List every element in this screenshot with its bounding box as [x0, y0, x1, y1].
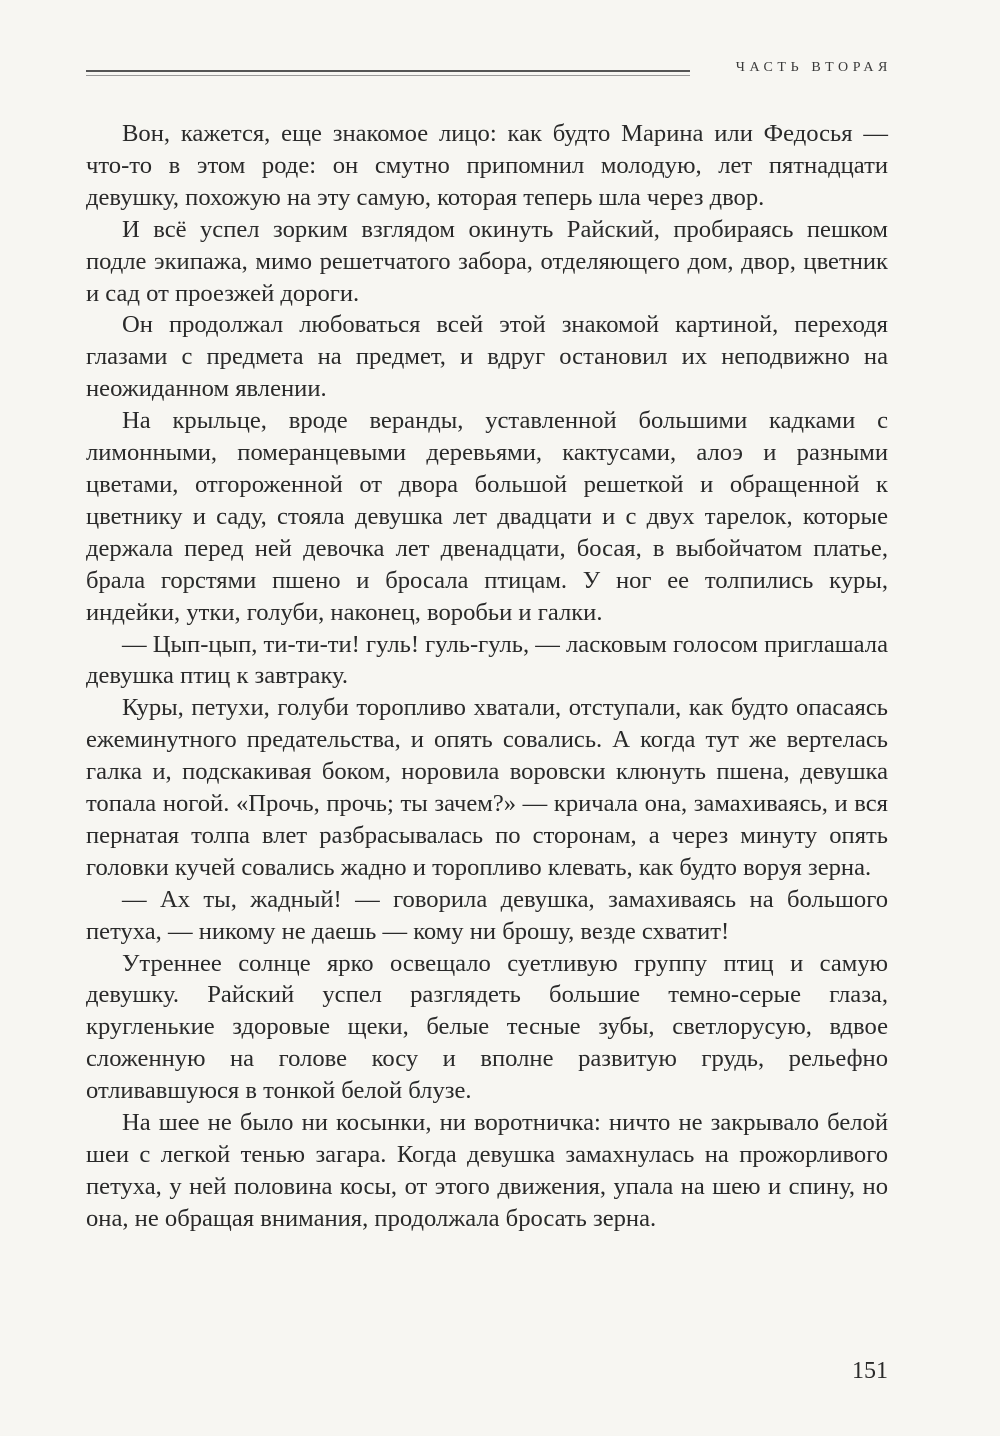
- paragraph-4: На крыльце, вроде веранды, уставленной большими кадками с лимонными, померанцевыми деревьями, кактусами, алоэ и разными цветами, отгороженной от двора большой решеткой и обращенной к цветнику и саду, стояла девушка лет двадцати и с двух тарелок, которые держала перед ней девочка лет двенадцати, босая, в выбойчатом платье, брала горстями пшено и бросала птицам. У ног ее толпились куры, индейки, утки, голуби, наконец, воробьи и галки.: [86, 407, 888, 626]
- body-text: [86, 118, 888, 1235]
- header-rule: [86, 70, 690, 72]
- page-number: 151: [852, 1358, 888, 1384]
- paragraph-2: И всё успел зорким взглядом окинуть Райский, пробираясь пешком подле экипажа, мимо решетчатого забора, отделяющего дом, двор, цветник и сад от проезжей дороги.: [86, 215, 888, 307]
- paragraph-3: Он продолжал любоваться всей этой знакомой картиной, переходя глазами с предмета на предмет, и вдруг остановил их неподвижно на неожиданном явлении.: [86, 311, 888, 403]
- paragraph-8: Утреннее солнце ярко освещало суетливую группу птиц и самую девушку. Райский успел разглядеть большие темно-серые глаза, кругленькие здоровые щеки, белые тесные зубы, светлорусую, вдвое сложенную на голове косу и вполне развитую грудь, рельефно отливавшуюся в тонкой белой блузе.: [86, 949, 888, 1105]
- paragraph-5: — Цып-цып, ти-ти-ти! гуль! гуль-гуль, — ласковым голосом приглашала девушка птиц к завтраку.: [86, 630, 888, 690]
- paragraph-1: Вон, кажется, еще знакомое лицо: как будто Марина или Федосья — что-то в этом роде: он смутно припомнил молодую, лет пятнадцати девушку, похожую на эту самую, которая теперь шла через двор.: [86, 120, 888, 211]
- paragraph-9: На шее не было ни косынки, ни воротничка: ничто не закрывало белой шеи с легкой тенью загара. Когда девушка замахнулась на прожорливого петуха, у ней половина косы, от этого движения, упала на шею и спину, но она, не обращая внимания, продолжала бросать зерна.: [86, 1109, 888, 1232]
- running-header: [86, 58, 892, 82]
- running-title: ЧАСТЬ ВТОРАЯ: [735, 60, 892, 75]
- paragraph-7: — Ах ты, жадный! — говорила девушка, замахиваясь на большого петуха, — никому не даешь — кому ни брошу, везде схватит!: [86, 885, 888, 945]
- paragraph-6: Куры, петухи, голуби торопливо хватали, отступали, как будто опасаясь ежеминутного предательства, и опять совались. А когда тут же вертелась галка и, подскакивая боком, норовила воровски клюнуть пшена, девушка топала ногой. «Прочь, прочь; ты зачем?» — кричала она, замахиваясь, и вся пернатая толпа влет разбрасывалась по сторонам, а через минуту опять головки кучей совались жадно и торопливо клевать, как будто воруя зерна.: [86, 694, 888, 881]
